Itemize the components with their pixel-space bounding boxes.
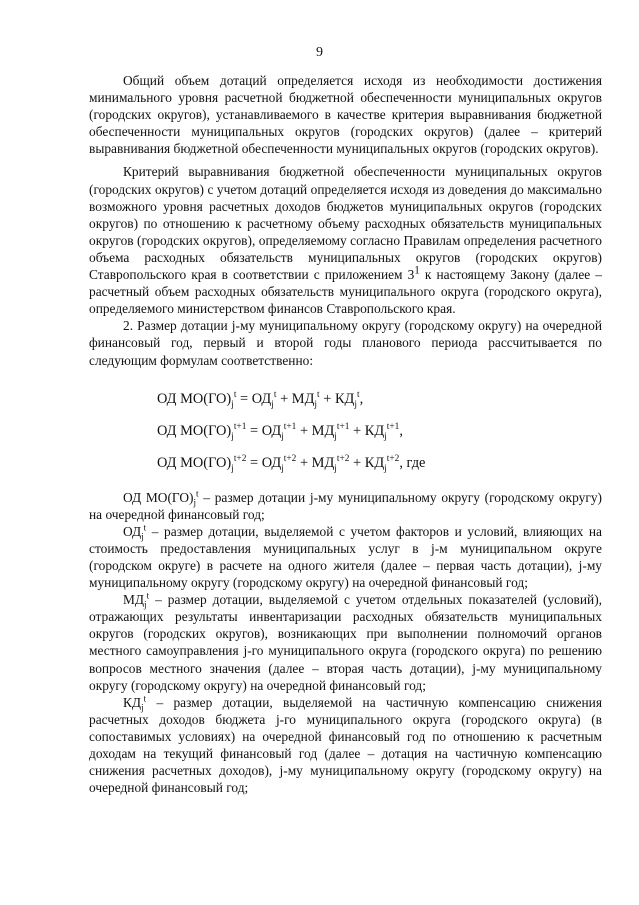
paragraph-total-subsidy: Общий объем дотаций определяется исходя из необходимости достижения минимального уровня расчетной бюджетной обеспеченности муниципальных округов (городских округов), устанавливаемого в качестве критерия выравнивания бюджетной обеспеченности муниципальных округов (городских округов) (далее – критерий выравнивания бюджетной обеспеченности муниципальных округов (городских округов).: [89, 73, 602, 157]
page-number: 9: [316, 45, 323, 60]
formula-year-t: ОД $МО(ГО)_j^t = ОД_j^t + МД_j^t + КД_j^t$,: [157, 389, 364, 410]
formula-year-t-plus-2: ОД $МО(ГО)_j^{t+2} = ОД_j^{t+2} + МД_j^{t+2} + КД_j^{t+2}$, где: [157, 453, 426, 474]
definition-od: $ОД_j^t$ – размер дотации, выделяемой с учетом факторов и условий, влияющих на стоимость предоставления муниципальных услуг в j-м муниципальном округе (городском округе) в расчете на одного жителя (далее – первая часть дотации), j-му муниципальному округу (городскому округу) на очередной финансовый год;: [89, 522, 602, 591]
formula-block: [89, 383, 602, 479]
paragraph-subsidy-size: 2. Размер дотации j-му муниципальному округу (городскому округу) на очередной финансовый год, первый и второй годы планового периода рассчитывается по следующим формулам соответственно:: [89, 318, 602, 368]
definition-kd: $КД_j^t$ – размер дотации, выделяемой на частичную компенсацию снижения расчетных доходов бюджета j-го муниципального округа (городского округа) (в сопоставимых условиях) на очередной финансовый год по отношению к расчетным доходам на текущий финансовый год (далее – дотация на частичную компенсацию снижения расчетных доходов), j-му муниципальному округу (городскому округу) на очередной финансовый год;: [89, 693, 602, 796]
paragraph-criterion: Критерий выравнивания бюджетной обеспеченности муниципальных округов (городских округов) с учетом дотаций определяется исходя из доведения до максимально возможного уровня расчетных доходов бюджетов муниципальных округов (городских округов) по отношению к расчетному объему расходных обязательств муниципальных округов (городских округов), определяемому согласно Правилам определения расчетного объема расходных обязательств муниципальных округов (городских округов) Ставропольского края в соответствии с приложением $3^1$ к настоящему Закону (далее – расчетный объем расходных обязательств муниципального округа (городского округа), определяемого министерством финансов Ставропольского края.: [89, 164, 602, 317]
formula-year-t-plus-1: ОД $МО(ГО)_j^{t+1} = ОД_j^{t+1} + МД_j^{t+1} + КД_j^{t+1}$,: [157, 421, 403, 442]
appendix-superscript: 1: [414, 264, 420, 277]
definition-od-mo-go: ОД $МО(ГО)_j^t$ – размер дотации j-му муниципальному округу (городскому округу) на очередной финансовый год;: [89, 488, 603, 522]
definition-md: $МД_j^t$ – размер дотации, выделяемой с учетом отдельных показателей (условий), отражающих результаты инвентаризации расходных обязательств муниципальных округов (городских округов), возникающих при выполнении полномочий органов местного самоуправления j-го муниципального округа (городского округа) по решению вопросов местного значения (далее – вторая часть дотации), j-му муниципальному округу (городскому округу) на очередной финансовый год;: [89, 590, 602, 693]
document-body: [89, 72, 602, 796]
